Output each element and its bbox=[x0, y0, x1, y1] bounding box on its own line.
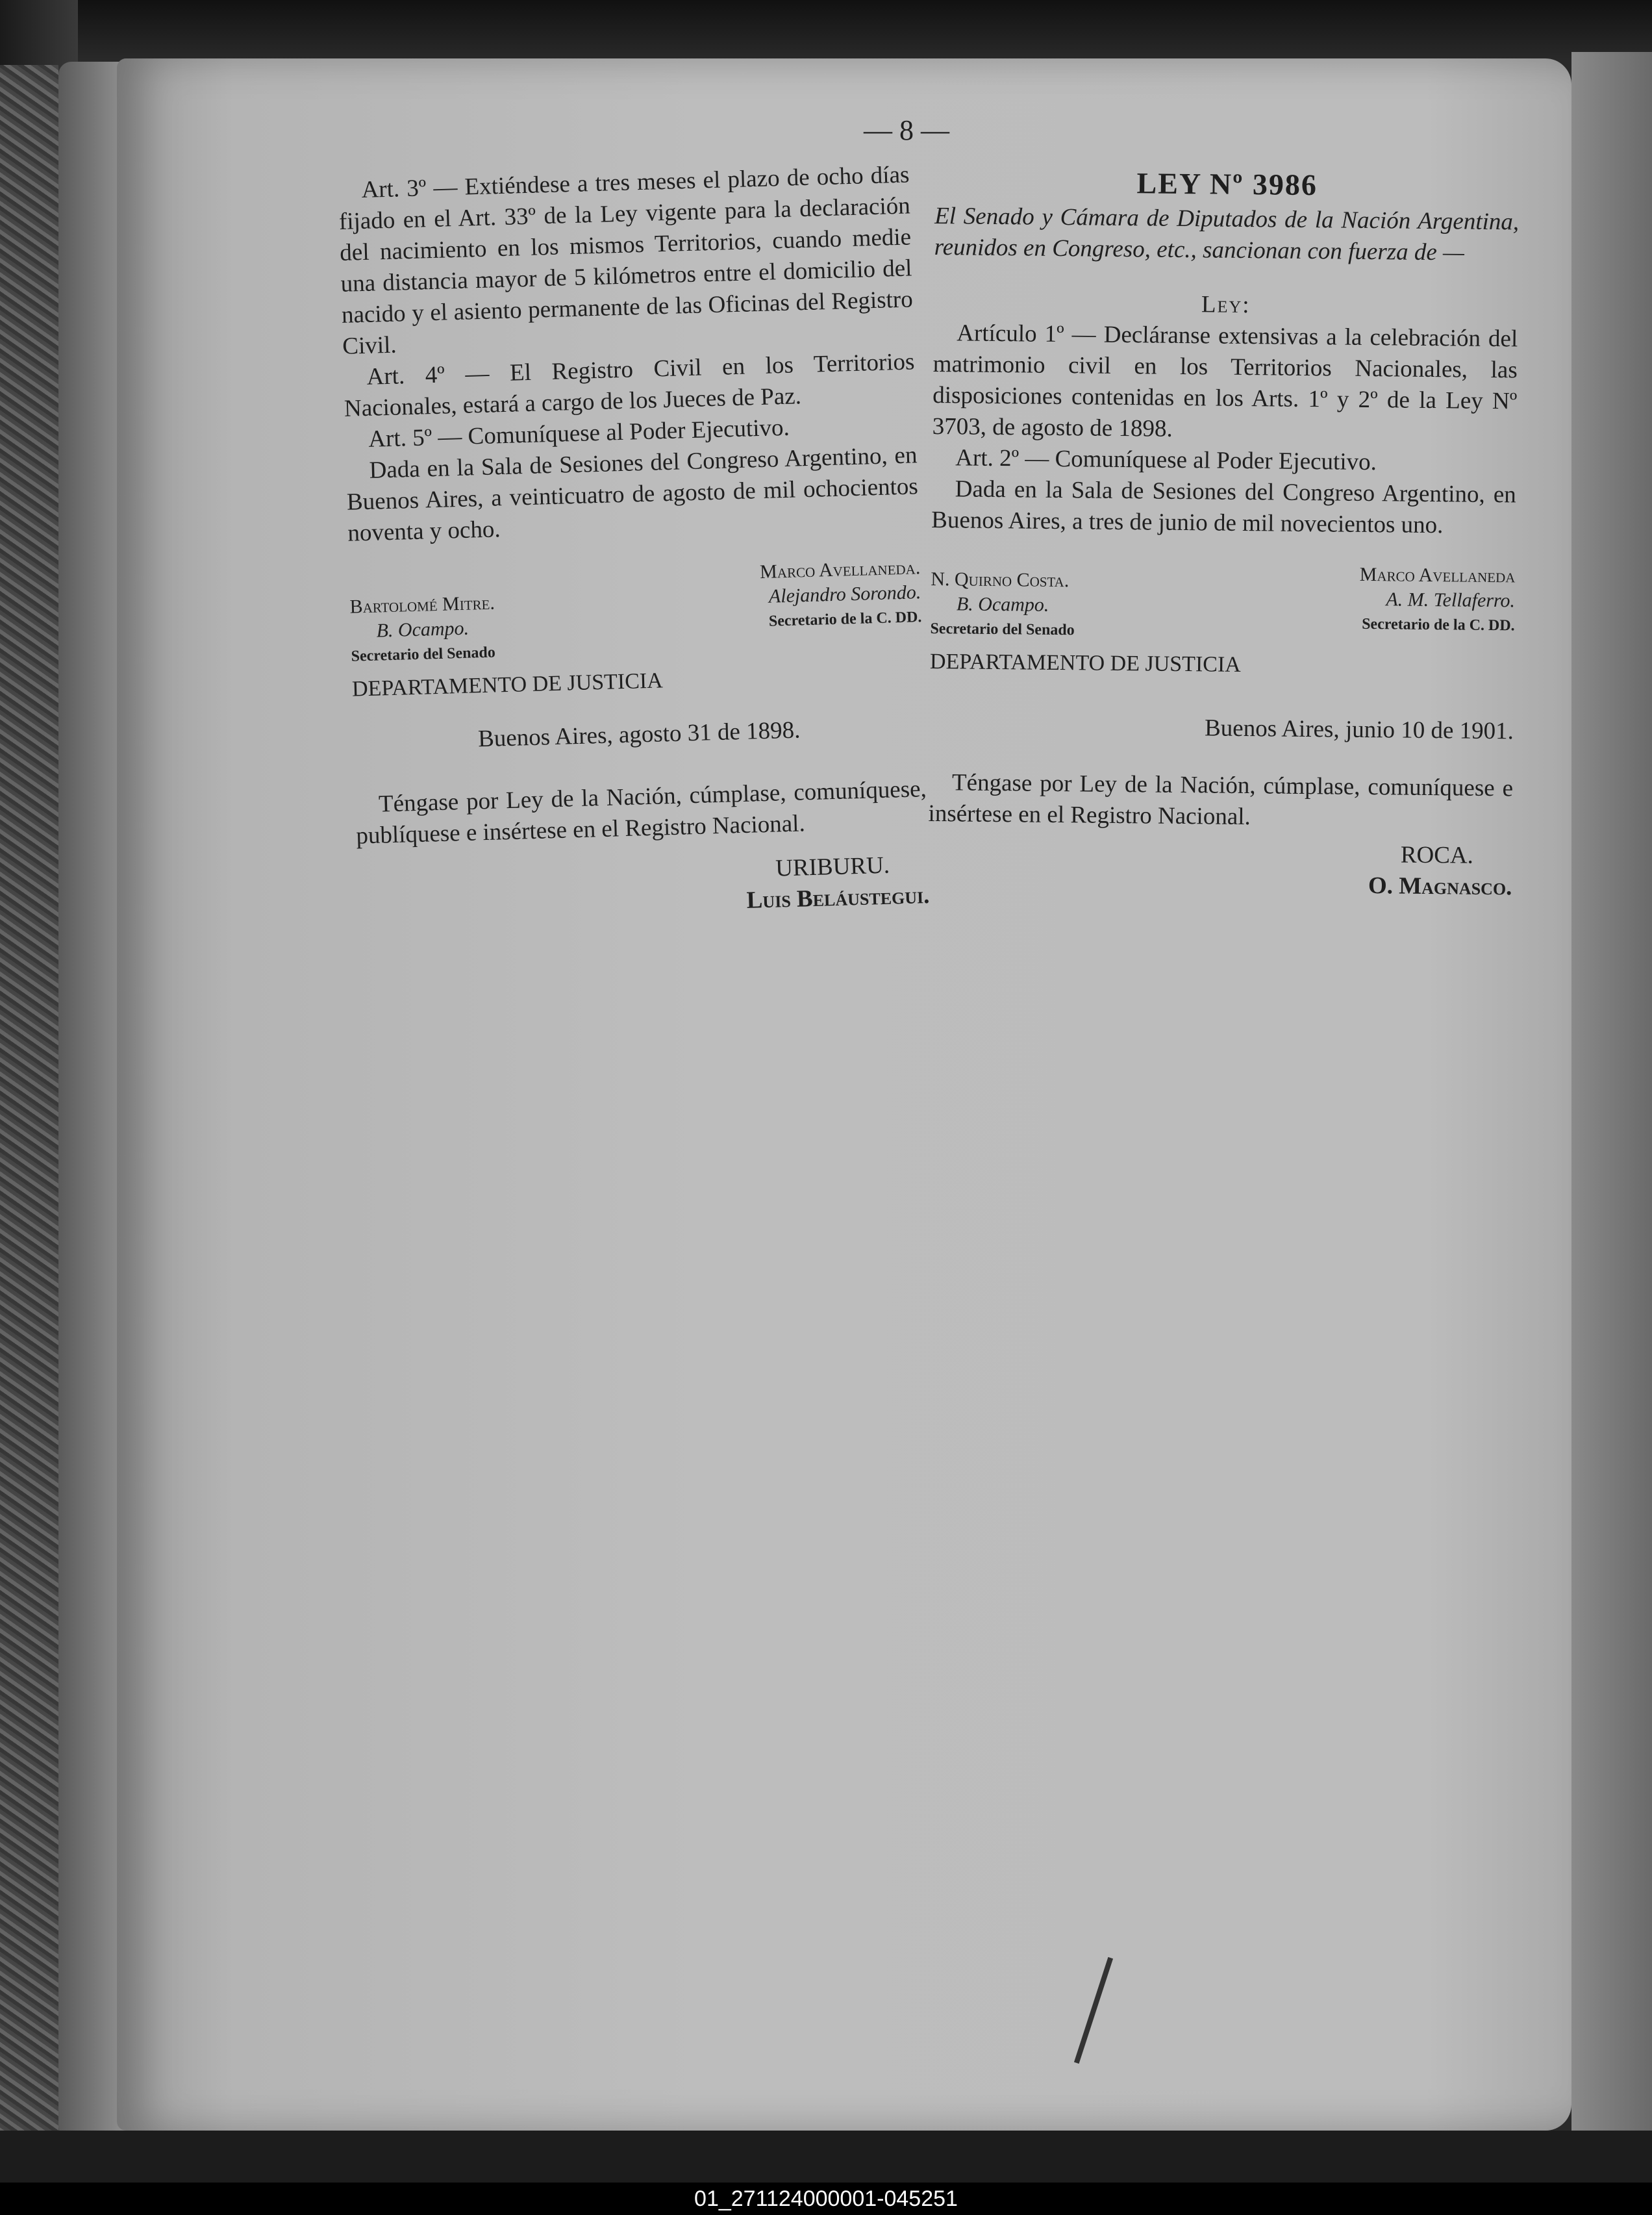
department-heading: DEPARTAMENTO DE JUSTICIA bbox=[351, 668, 664, 702]
chamber-secretary: A. M. Tellaferro. bbox=[1386, 589, 1516, 612]
preamble: El Senado y Cámara de Diputados de la Nación Argentina, reunidos en Congreso, etc., sancionan con fuerza de — bbox=[934, 202, 1520, 266]
minister-signature: Luis Beláustegui. bbox=[746, 881, 930, 914]
dada-paragraph: Dada en la Sala de Sesiones del Congreso Argentino, en Buenos Aires, a veinticuatro de agosto de mil ochocientos noventa y ocho. bbox=[346, 442, 919, 547]
senate-secretary: B. Ocampo. bbox=[956, 593, 1049, 616]
senate-president: N. Quirno Costa. bbox=[931, 568, 1070, 592]
bottom-edge bbox=[0, 2131, 1652, 2183]
image-caption: 01_271124000001-045251 bbox=[0, 2183, 1652, 2215]
article-5: Art. 5º — Comuníquese al Poder Ejecutivo. bbox=[368, 414, 790, 453]
right-column bbox=[927, 166, 1520, 903]
chamber-secretary: Alejandro Sorondo. bbox=[768, 581, 921, 607]
chamber-secretary-role: Secretario de la C. DD. bbox=[1362, 615, 1515, 635]
article-3: Art. 3º — Extiéndese a tres meses el plazo de ocho días fijado en el Art. 33º de la Ley vigente para la declaración del nacimiento en los mismos Territorios, cuando medie una distancia mayor de 5 kilómetros entre el domicilio del nacido y el asiento permanente de las Oficinas del Registro Civil. bbox=[338, 161, 914, 360]
senate-signature bbox=[930, 567, 1075, 642]
dada-paragraph: Dada en la Sala de Sesiones del Congreso Argentino, en Buenos Aires, a tres de junio de mil novecientos uno. bbox=[931, 475, 1516, 539]
chamber-signature bbox=[1359, 563, 1516, 648]
marbled-cover bbox=[0, 65, 58, 2137]
article-2: Art. 2º — Comuníquese al Poder Ejecutivo. bbox=[955, 444, 1377, 476]
article-4: Art. 4º — El Registro Civil en los Territorios Nacionales, estará a cargo de los Jueces de Paz. bbox=[344, 348, 915, 422]
facing-page-edge bbox=[1571, 52, 1652, 2144]
decree-date: Buenos Aires, agosto 31 de 1898. bbox=[477, 716, 801, 753]
senate-secretary-role: Secretario del Senado bbox=[930, 620, 1075, 639]
top-edge bbox=[0, 0, 1652, 62]
senate-signature bbox=[349, 591, 496, 669]
senate-president: Bartolomé Mitre. bbox=[349, 592, 495, 618]
page-number: — 8 — bbox=[864, 114, 949, 146]
chamber-president: Marco Avellaneda bbox=[1359, 563, 1516, 587]
department-heading: DEPARTAMENTO DE JUSTICIA bbox=[929, 649, 1242, 677]
president-signature: ROCA. bbox=[1400, 841, 1474, 869]
president-signature: URIBURU. bbox=[775, 852, 890, 882]
signatures bbox=[349, 555, 923, 669]
signatures bbox=[930, 558, 1515, 647]
chamber-president: Marco Avellaneda. bbox=[759, 557, 921, 583]
chamber-secretary-role: Secretario de la C. DD. bbox=[768, 609, 922, 630]
left-column bbox=[338, 159, 930, 927]
chamber-signature bbox=[760, 555, 923, 657]
ley-heading: Ley: bbox=[1201, 291, 1251, 319]
minister-signature: O. Magnasco. bbox=[1368, 872, 1512, 901]
law-title: LEY Nº 3986 bbox=[1136, 166, 1318, 202]
decree-date: Buenos Aires, junio 10 de 1901. bbox=[1204, 715, 1514, 745]
senate-secretary: B. Ocampo. bbox=[376, 617, 469, 642]
tengase-paragraph: Téngase por Ley de la Nación, cúmplase, comuníquese e insértese en el Registro Nacional. bbox=[928, 769, 1514, 831]
senate-secretary-role: Secretario del Senado bbox=[351, 644, 496, 665]
article-1: Artículo 1º — Decláranse extensivas a la celebración del matrimonio civil en los Territorios Nacionales, las disposiciones contenidas en los Arts. 1º y 2º de la Ley Nº 3703, de agosto de 1898. bbox=[932, 320, 1518, 442]
tengase-paragraph: Téngase por Ley de la Nación, cúmplase, comuníquese, publíquese e insértese en el Registro Nacional. bbox=[355, 776, 927, 850]
